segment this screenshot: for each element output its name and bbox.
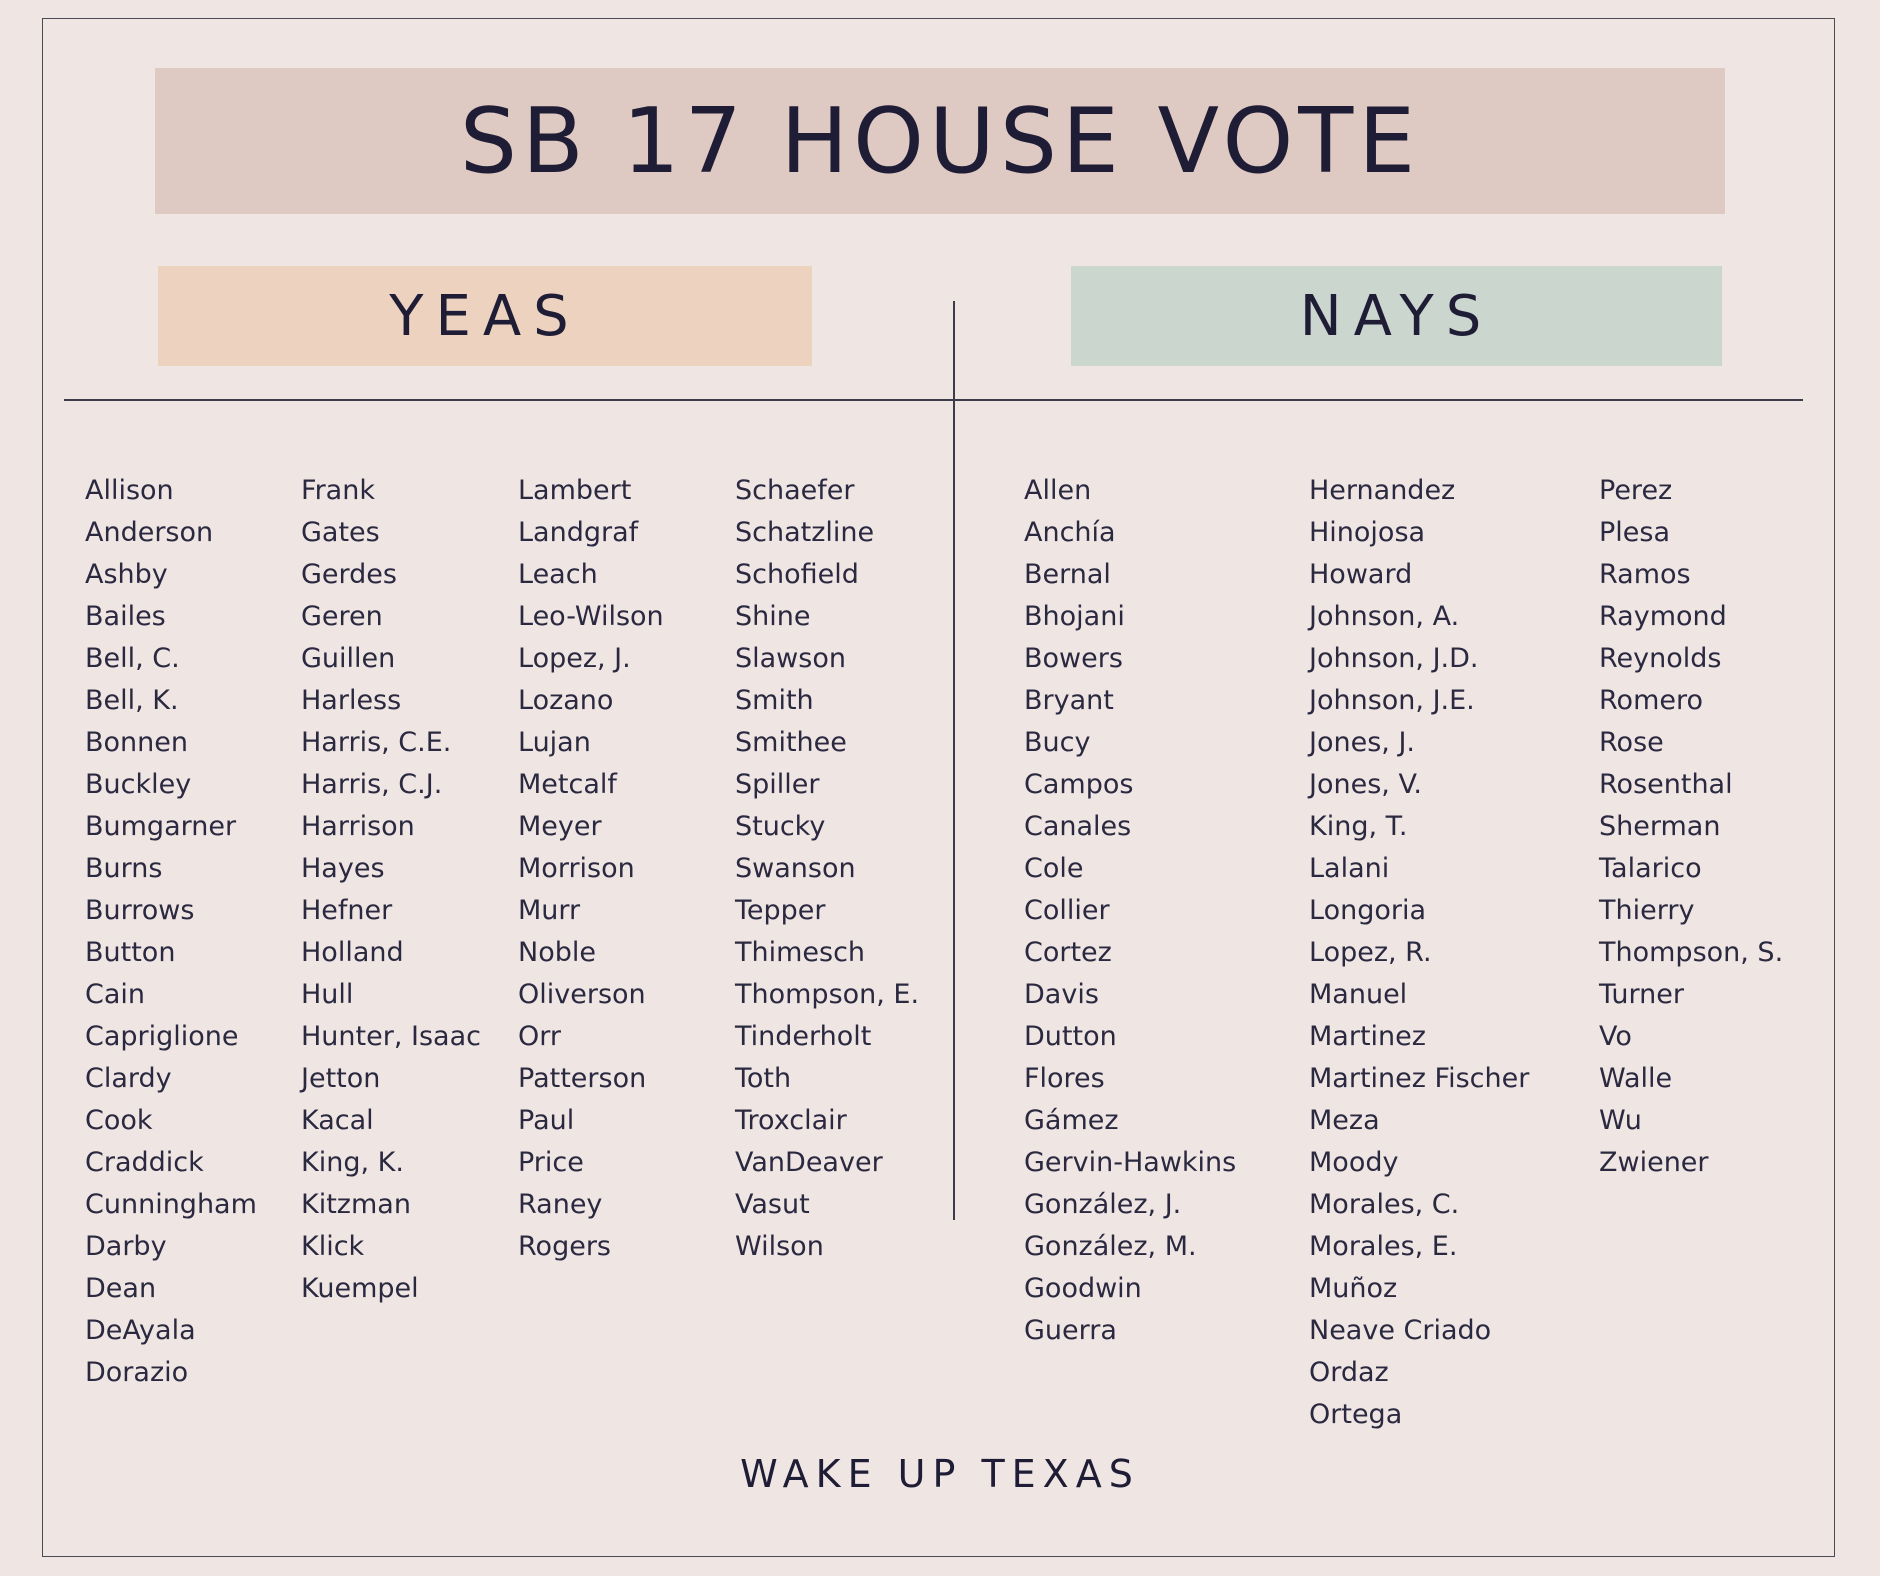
name-item: Holland <box>301 937 404 968</box>
name-item: Jones, J. <box>1309 727 1415 758</box>
nays-column-2 <box>1309 470 1529 1436</box>
name-item: Johnson, A. <box>1309 601 1460 632</box>
name-item: Gervin-Hawkins <box>1024 1147 1237 1178</box>
name-item: Goodwin <box>1024 1273 1142 1304</box>
name-item: Anchía <box>1024 517 1116 548</box>
yeas-header <box>158 266 812 366</box>
name-item: Toth <box>735 1063 792 1094</box>
name-item: Romero <box>1599 685 1704 716</box>
name-item: Bucy <box>1024 727 1091 758</box>
name-item: Noble <box>518 937 596 968</box>
yeas-column-1 <box>85 470 257 1394</box>
nays-label: NAYS <box>1299 283 1494 349</box>
name-item: Vo <box>1599 1021 1632 1052</box>
name-item: Schatzline <box>735 517 875 548</box>
name-item: Morales, C. <box>1309 1189 1460 1220</box>
name-item: Talarico <box>1599 853 1702 884</box>
name-item: Clardy <box>85 1063 172 1094</box>
name-item: Gerdes <box>301 559 397 590</box>
name-item: Bowers <box>1024 643 1123 674</box>
name-item: Capriglione <box>85 1021 239 1052</box>
name-item: Ramos <box>1599 559 1691 590</box>
name-item: Turner <box>1599 979 1684 1010</box>
name-item: Cain <box>85 979 146 1010</box>
yeas-column-2 <box>301 470 481 1310</box>
name-item: Bryant <box>1024 685 1114 716</box>
name-item: Bell, C. <box>85 643 180 674</box>
name-item: Dean <box>85 1273 157 1304</box>
name-item: Burrows <box>85 895 195 926</box>
name-item: Longoria <box>1309 895 1427 926</box>
name-item: Slawson <box>735 643 846 674</box>
name-item: Campos <box>1024 769 1134 800</box>
yeas-label: YEAS <box>389 283 581 349</box>
name-item: Hinojosa <box>1309 517 1426 548</box>
name-item: Shine <box>735 601 811 632</box>
yeas-column-4 <box>735 470 919 1268</box>
name-item: Martinez Fischer <box>1309 1063 1530 1094</box>
name-item: Vasut <box>735 1189 810 1220</box>
name-item: Lopez, R. <box>1309 937 1432 968</box>
name-item: Dutton <box>1024 1021 1117 1052</box>
name-item: Darby <box>85 1231 167 1262</box>
name-item: Bailes <box>85 601 166 632</box>
name-item: Collier <box>1024 895 1110 926</box>
name-item: Rose <box>1599 727 1664 758</box>
name-item: Lozano <box>518 685 614 716</box>
name-item: Anderson <box>85 517 214 548</box>
name-item: Wilson <box>735 1231 824 1262</box>
name-item: Orr <box>518 1021 561 1052</box>
name-item: Spiller <box>735 769 820 800</box>
name-item: Neave Criado <box>1309 1315 1492 1346</box>
footer-text: WAKE UP TEXAS <box>740 1452 1140 1496</box>
name-item: VanDeaver <box>735 1147 883 1178</box>
name-item: Cunningham <box>85 1189 257 1220</box>
name-item: Meza <box>1309 1105 1380 1136</box>
name-item: Burns <box>85 853 163 884</box>
name-item: Cook <box>85 1105 153 1136</box>
name-item: Jones, V. <box>1309 769 1423 800</box>
name-item: Hernandez <box>1309 475 1456 506</box>
name-item: Thompson, E. <box>735 979 920 1010</box>
name-item: Muñoz <box>1309 1273 1398 1304</box>
name-item: Guerra <box>1024 1315 1117 1346</box>
name-item: Morales, E. <box>1309 1231 1458 1262</box>
name-item: Bonnen <box>85 727 188 758</box>
name-item: Howard <box>1309 559 1413 590</box>
name-item: Smith <box>735 685 814 716</box>
name-item: Frank <box>301 475 375 506</box>
name-item: Perez <box>1599 475 1673 506</box>
name-item: Hayes <box>301 853 385 884</box>
name-item: Jetton <box>301 1063 381 1094</box>
name-item: Lambert <box>518 475 632 506</box>
name-item: Harrison <box>301 811 415 842</box>
name-item: Johnson, J.E. <box>1309 685 1475 716</box>
name-item: Bumgarner <box>85 811 237 842</box>
name-item: Gámez <box>1024 1105 1119 1136</box>
name-item: Walle <box>1599 1063 1673 1094</box>
name-item: Lujan <box>518 727 591 758</box>
name-item: Flores <box>1024 1063 1105 1094</box>
name-item: DeAyala <box>85 1315 196 1346</box>
name-item: Allen <box>1024 475 1092 506</box>
name-item: Rogers <box>518 1231 611 1262</box>
name-item: Guillen <box>301 643 396 674</box>
name-item: Harless <box>301 685 402 716</box>
name-item: Cortez <box>1024 937 1112 968</box>
name-item: Swanson <box>735 853 856 884</box>
name-item: Bell, K. <box>85 685 179 716</box>
name-item: Cole <box>1024 853 1084 884</box>
name-item: Morrison <box>518 853 635 884</box>
name-item: Meyer <box>518 811 602 842</box>
title-banner <box>155 68 1725 214</box>
name-item: Patterson <box>518 1063 647 1094</box>
name-item: Bernal <box>1024 559 1111 590</box>
name-item: Leach <box>518 559 598 590</box>
name-item: Metcalf <box>518 769 617 800</box>
name-item: Bhojani <box>1024 601 1125 632</box>
name-item: Thierry <box>1599 895 1695 926</box>
name-item: King, T. <box>1309 811 1408 842</box>
name-item: Hefner <box>301 895 393 926</box>
name-item: Harris, C.J. <box>301 769 443 800</box>
yeas-column-3 <box>518 470 664 1268</box>
name-item: Paul <box>518 1105 575 1136</box>
name-item: Oliverson <box>518 979 646 1010</box>
name-item: Rosenthal <box>1599 769 1733 800</box>
name-item: Sherman <box>1599 811 1721 842</box>
page-title: SB 17 HOUSE VOTE <box>459 88 1421 194</box>
name-item: Hull <box>301 979 354 1010</box>
name-item: González, J. <box>1024 1189 1182 1220</box>
name-item: Wu <box>1599 1105 1642 1136</box>
name-item: González, M. <box>1024 1231 1197 1262</box>
name-item: Kacal <box>301 1105 374 1136</box>
name-item: Stucky <box>735 811 826 842</box>
name-item: Kitzman <box>301 1189 411 1220</box>
name-item: Raney <box>518 1189 603 1220</box>
name-item: Plesa <box>1599 517 1671 548</box>
name-item: Kuempel <box>301 1273 419 1304</box>
name-item: Thompson, S. <box>1599 937 1784 968</box>
name-item: Murr <box>518 895 581 926</box>
name-item: Gates <box>301 517 380 548</box>
name-item: Davis <box>1024 979 1099 1010</box>
name-item: Canales <box>1024 811 1132 842</box>
name-item: Martinez <box>1309 1021 1426 1052</box>
name-item: Zwiener <box>1599 1147 1709 1178</box>
name-item: Thimesch <box>735 937 866 968</box>
name-item: King, K. <box>301 1147 404 1178</box>
name-item: Price <box>518 1147 584 1178</box>
vertical-divider <box>953 301 955 1220</box>
name-item: Tinderholt <box>735 1021 872 1052</box>
nays-column-1 <box>1024 470 1236 1352</box>
name-item: Ashby <box>85 559 168 590</box>
name-item: Manuel <box>1309 979 1408 1010</box>
name-item: Buckley <box>85 769 192 800</box>
name-item: Geren <box>301 601 383 632</box>
name-item: Hunter, Isaac <box>301 1021 481 1052</box>
name-item: Moody <box>1309 1147 1399 1178</box>
horizontal-divider <box>64 399 1803 401</box>
name-item: Lalani <box>1309 853 1390 884</box>
name-item: Ordaz <box>1309 1357 1389 1388</box>
name-item: Tepper <box>735 895 826 926</box>
name-item: Dorazio <box>85 1357 189 1388</box>
name-item: Troxclair <box>735 1105 847 1136</box>
name-item: Raymond <box>1599 601 1727 632</box>
name-item: Allison <box>85 475 174 506</box>
name-item: Klick <box>301 1231 365 1262</box>
name-item: Schaefer <box>735 475 855 506</box>
name-item: Schofield <box>735 559 859 590</box>
name-item: Harris, C.E. <box>301 727 452 758</box>
name-item: Smithee <box>735 727 847 758</box>
name-item: Button <box>85 937 176 968</box>
name-item: Ortega <box>1309 1399 1403 1430</box>
name-item: Johnson, J.D. <box>1309 643 1479 674</box>
nays-column-3 <box>1599 470 1783 1184</box>
nays-header <box>1071 266 1722 366</box>
name-item: Craddick <box>85 1147 204 1178</box>
name-item: Leo-Wilson <box>518 601 664 632</box>
name-item: Reynolds <box>1599 643 1722 674</box>
name-item: Landgraf <box>518 517 639 548</box>
name-item: Lopez, J. <box>518 643 631 674</box>
